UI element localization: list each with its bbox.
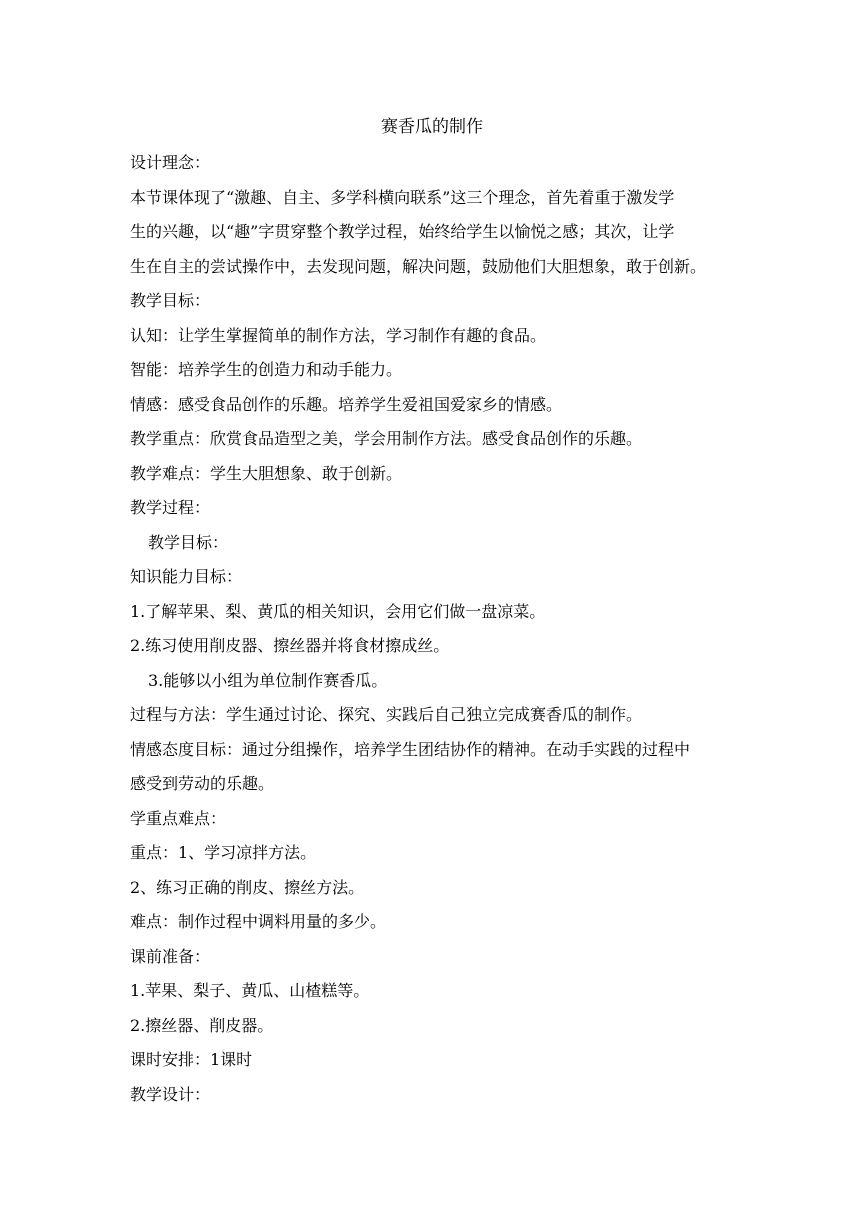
subheading-teaching-goals: 教学目标： bbox=[148, 532, 229, 552]
document-title: 赛香瓜的制作 bbox=[381, 117, 483, 137]
class-hours: 课时安排：1课时 bbox=[130, 1050, 253, 1069]
section-heading-preparation: 课前准备： bbox=[130, 946, 211, 966]
list-item: 2.擦丝器、削皮器。 bbox=[130, 1015, 274, 1035]
process-and-method: 过程与方法：学生通过讨论、探究、实践后自己独立完成赛香瓜的制作。 bbox=[130, 705, 643, 724]
emotion-attitude-goal-cont: 感受到劳动的乐趣。 bbox=[130, 774, 275, 793]
teaching-key-points: 教学重点：欣赏食品造型之美，学会用制作方法。感受食品创作的乐趣。 bbox=[130, 429, 643, 448]
section-heading-design-concept: 设计理念： bbox=[130, 153, 211, 172]
goal-ability: 智能：培养学生的创造力和动手能力。 bbox=[130, 360, 403, 379]
section-heading-teaching-design: 教学设计： bbox=[130, 1084, 211, 1104]
document-page bbox=[130, 112, 734, 1112]
section-heading-teaching-process: 教学过程： bbox=[130, 498, 211, 517]
list-item: 2.练习使用削皮器、擦丝器并将食材擦成丝。 bbox=[130, 636, 450, 655]
section-heading-teaching-goals: 教学目标： bbox=[130, 291, 211, 310]
goal-emotion: 情感：感受食品创作的乐趣。培养学生爱祖国爱家乡的情感。 bbox=[130, 394, 563, 414]
list-item: 1.苹果、梨子、黄瓜、山楂糕等。 bbox=[130, 981, 370, 1000]
paragraph-line: 生的兴趣，以“趣”字贯穿整个教学过程，始终给学生以愉悦之感；其次，让学 bbox=[130, 222, 675, 241]
paragraph-line: 本节课体现了“激趣、自主、多学科横向联系”这三个理念，首先着重于激发学 bbox=[130, 187, 675, 207]
key-point-1: 重点：1、学习凉拌方法。 bbox=[130, 843, 317, 862]
goal-cognition: 认知：让学生掌握简单的制作方法，学习制作有趣的食品。 bbox=[130, 325, 547, 345]
key-point-2: 2、练习正确的削皮、擦丝方法。 bbox=[130, 877, 365, 897]
list-item: 1.了解苹果、梨、黄瓜的相关知识，会用它们做一盘凉菜。 bbox=[130, 601, 546, 621]
section-heading-key-difficult: 学重点难点： bbox=[130, 808, 227, 828]
list-item: 3.能够以小组为单位制作赛香瓜。 bbox=[148, 670, 388, 690]
paragraph-line: 生在自主的尝试操作中，去发现问题，解决问题，鼓励他们大胆想象，敢于创新。 bbox=[130, 256, 707, 276]
emotion-attitude-goal: 情感态度目标：通过分组操作，培养学生团结协作的精神。在动手实践的过程中 bbox=[130, 739, 691, 759]
difficult-point: 难点：制作过程中调料用量的多少。 bbox=[130, 912, 387, 931]
subheading-knowledge-ability: 知识能力目标： bbox=[130, 567, 243, 586]
teaching-difficulties: 教学难点：学生大胆想象、敢于创新。 bbox=[130, 463, 403, 483]
